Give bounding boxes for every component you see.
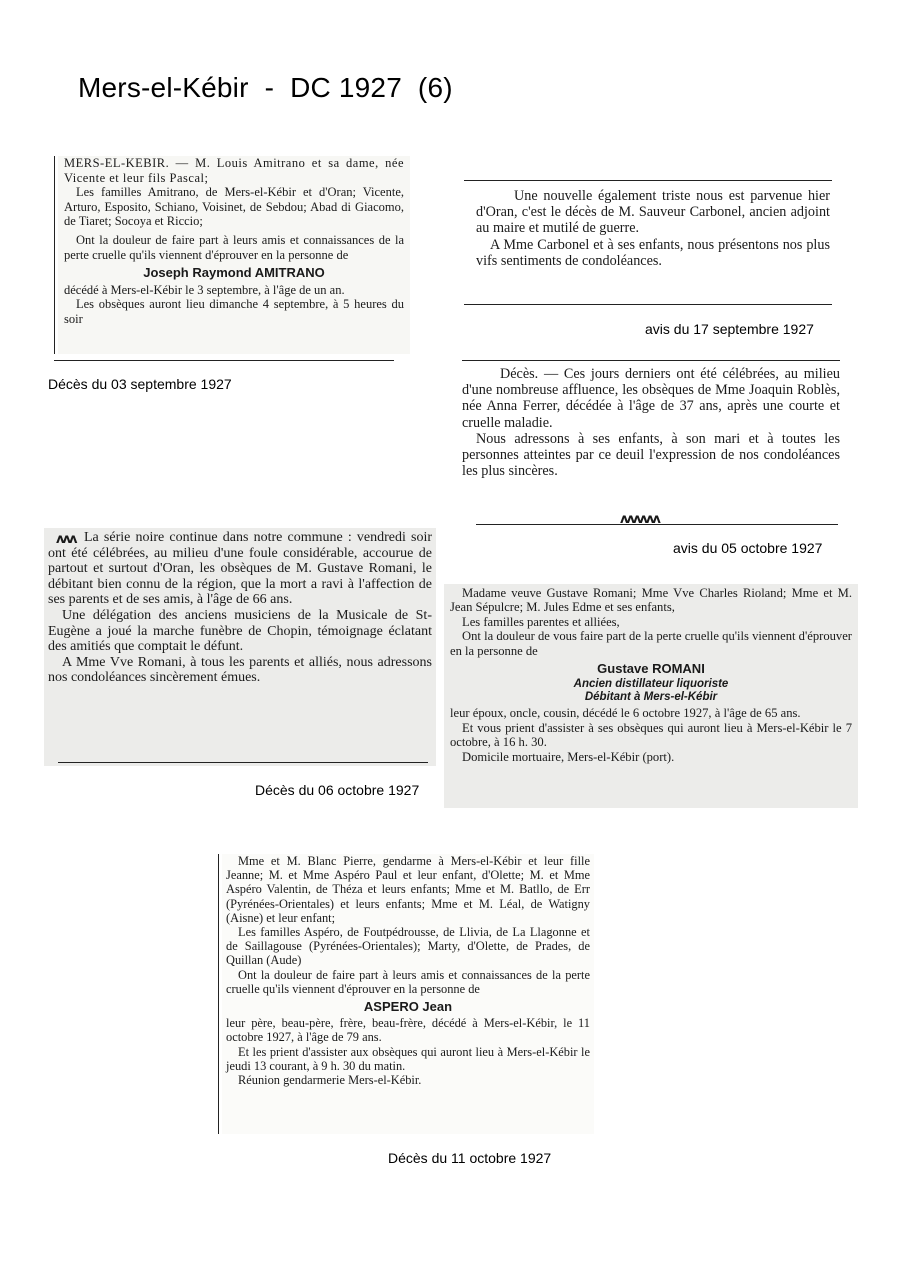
divider-rule (54, 360, 394, 361)
column-line (218, 854, 219, 1134)
ornament-icon: ʌʌʌʌʌʌ (620, 512, 659, 527)
deceased-name: ASPERO Jean (363, 999, 453, 1015)
clipping-text: Les familles Amitrano, de Mers-el-Kébir et d'Oran; Vicente, Arturo, Esposito, Schiano, Voisinet, de Sebdou; Abad di Giacomo, de Tiaret; Socoya et Riccio; (64, 185, 404, 229)
clipping-carbonel (476, 188, 830, 298)
profession-line: Ancien distillateur liquoriste (573, 678, 729, 691)
clipping-text: MERS-EL-KEBIR. — M. Louis Amitrano et sa dame, née Vicente et leur fils Pascal; (64, 156, 404, 185)
caption: Décès du 06 octobre 1927 (255, 782, 420, 798)
caption: avis du 05 octobre 1927 (673, 540, 823, 556)
deceased-name: Gustave ROMANI (597, 661, 705, 677)
clipping-text: Une délégation des anciens musiciens de la Musicale de St-Eugène a joué la marche funèbre de Chopin, témoignage éclatant des amitiés que comptait le défunt. (48, 607, 432, 655)
clipping-text: Ont la douleur de faire part à leurs amis et connaissances de la perte cruelle qu'ils viennent d'éprouver en la personne de (226, 967, 590, 996)
clipping-text: Madame veuve Gustave Romani; Mme Vve Charles Rioland; Mme et M. Jean Sépulcre; M. Jules Edme et ses enfants, (450, 586, 852, 615)
clipping-text: Nous adressons à ses enfants, à son mari et à toutes les personnes atteintes par ce deuil l'expression de nos condoléances les plus sincères. (462, 430, 840, 480)
clipping-romani-article (44, 528, 436, 766)
clipping-text: Ont la douleur de vous faire part de la perte cruelle qu'ils viennent d'éprouver en la personne de (450, 629, 852, 658)
clipping-text: décédé à Mers-el-Kébir le 3 septembre, à l'âge de un an. (64, 282, 345, 297)
clipping-text: Et vous prient d'assister à ses obsèques qui auront lieu à Mers-el-Kébir le 7 octobre, à 16 h. 30. (450, 720, 852, 750)
clipping-text: A Mme Vve Romani, à tous les parents et alliés, nous adressons nos condoléances sincèrement émues. (48, 654, 432, 686)
clipping-text: Mme et M. Blanc Pierre, gendarme à Mers-el-Kébir et leur fille Jeanne; M. et Mme Aspéro Paul et leur enfant, d'Olette; M. et Mme Aspéro Valentin, de Théza et leurs enfants; Mme et M. Batllo, de Err (Pyrénées-Orientales) et leurs enfants; Mme et M. Léal, de Watigny (Aisne) et leur enfant; (226, 854, 590, 925)
divider-rule (464, 304, 832, 305)
caption: Décès du 11 octobre 1927 (388, 1150, 552, 1166)
clipping-romani-notice (444, 584, 858, 808)
divider-rule (58, 762, 428, 763)
clipping-text: Ont la douleur de faire part à leurs amis et connaissances de la perte cruelle qu'ils viennent d'éprouver en la personne de (64, 232, 404, 262)
caption: avis du 17 septembre 1927 (645, 321, 814, 337)
clipping-text: Et les prient d'assister aux obsèques qui auront lieu à Mers-el-Kébir le jeudi 13 courant, à 9 h. 30 du matin. (226, 1044, 590, 1073)
clipping-text: leur père, beau-père, frère, beau-frère, décédé à Mers-el-Kébir, le 11 octobre 1927, à l'âge de 79 ans. (226, 1016, 590, 1045)
clipping-text: Décès. — Ces jours derniers ont été célébrées, au milieu d'une nombreuse affluence, les obsèques de Mme Joaquin Roblès, née Anna Ferrer, décédée à l'âge de 37 ans, après une courte et cruelle maladie. (462, 366, 840, 431)
profession-line: Débitant à Mers-el-Kébir (584, 691, 718, 704)
clipping-robles (462, 366, 840, 510)
clipping-text: La série noire continue dans notre commune : vendredi soir ont été célébrées, au milieu d'une foule considérable, accourue de partout et surtout d'Oran, les obsèques de M. Gustave Romani, le débitant bien connu de la région, que la mort a ravi à l'affection de ses parents et de ses amis, à l'âge de 66 ans. (48, 530, 432, 608)
clipping-aspero (222, 854, 594, 1134)
ornament-icon: ʌʌʌ (56, 532, 76, 547)
clipping-text: Les obsèques auront lieu dimanche 4 septembre, à 5 heures du soir (64, 297, 404, 326)
deceased-name: Joseph Raymond AMITRANO (143, 265, 325, 281)
divider-rule (464, 180, 832, 181)
clipping-text: Réunion gendarmerie Mers-el-Kébir. (238, 1073, 422, 1088)
clipping-text: leur époux, oncle, cousin, décédé le 6 octobre 1927, à l'âge de 65 ans. (450, 706, 801, 721)
clipping-text: Domicile mortuaire, Mers-el-Kébir (port). (462, 749, 675, 764)
clipping-text: A Mme Carbonel et à ses enfants, nous présentons nos plus vifs sentiments de condoléances. (476, 236, 830, 269)
column-line (54, 156, 55, 354)
clipping-text: Les familles Aspéro, de Foutpédrousse, de Llivia, de La Llagonne et de Saillagouse (Pyrénées-Orientales); Marty, d'Olette, de Prades, de Quillan (Aude) (226, 925, 590, 968)
clipping-text: Une nouvelle également triste nous est parvenue hier d'Oran, c'est le décès de M. Sauveur Carbonel, ancien adjoint au maire et mutilé de guerre. (476, 188, 830, 237)
divider-rule (462, 360, 840, 361)
clipping-text: Les familles parentes et alliées, (462, 614, 620, 629)
clipping-amitrano (58, 156, 410, 354)
caption: Décès du 03 septembre 1927 (48, 376, 232, 392)
page-title: Mers-el-Kébir - DC 1927 (6) (78, 72, 453, 103)
